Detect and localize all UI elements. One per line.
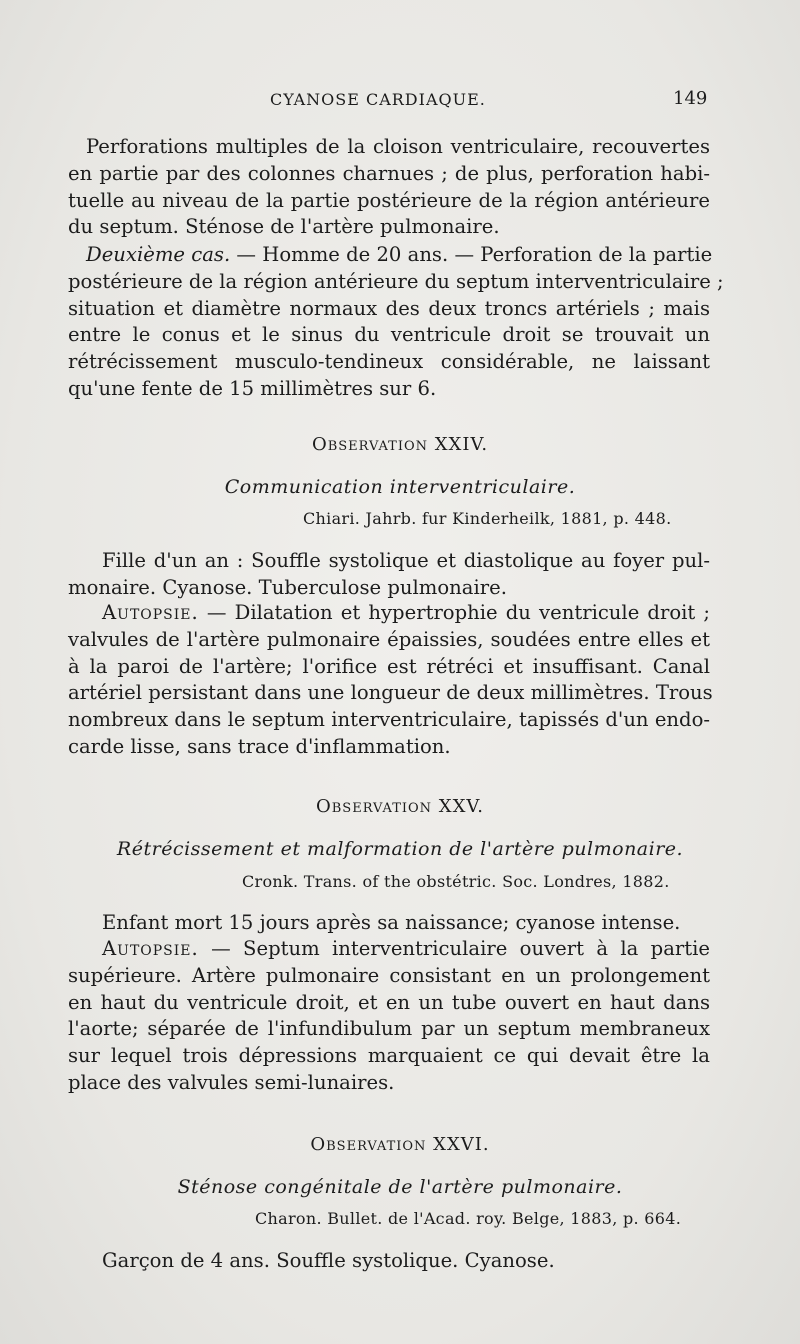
text-line: Garçon de 4 ans. Souffle systolique. Cyanose.: [102, 1249, 555, 1272]
observation-24-autopsie: [68, 600, 713, 761]
text-line: du septum. Sténose de l'artère pulmonaire.: [68, 215, 500, 239]
observation-26-citation: Charon. Bullet. de l'Acad. roy. Belge, 1883, p. 664.: [255, 1209, 682, 1228]
text-line: en haut du ventricule droit, et en un tube ouvert en haut dans: [68, 990, 710, 1014]
text-line: tuelle au niveau de la partie postérieure de la région antérieure: [68, 188, 710, 212]
text-line: supérieure. Artère pulmonaire consistant en un prolongement: [68, 963, 710, 987]
observation-24-heading: Observation XXIV.: [311, 434, 489, 455]
deuxieme-cas-paragraph: [68, 242, 724, 403]
observation-26-heading: Observation XXVI.: [310, 1134, 490, 1155]
observation-25-title: Rétrécissement et malformation de l'artère pulmonaire.: [116, 838, 684, 860]
text-line: entre le conus et le sinus du ventricule droit se trouvait un: [68, 323, 710, 347]
intro-paragraph: [68, 134, 710, 241]
text-fragment: — Septum interventriculaire ouvert à la partie: [198, 937, 710, 960]
page-number: 149: [673, 88, 708, 109]
observation-26-title: Sténose congénitale de l'artère pulmonaire.: [177, 1176, 623, 1198]
text-line: [68, 600, 710, 627]
text-line: nombreux dans le septum interventriculaire, tapissés d'un endo-: [68, 708, 710, 732]
observation-24-title: Communication interventriculaire.: [224, 476, 576, 498]
running-title: CYANOSE CARDIAQUE.: [270, 90, 486, 109]
text-line: situation et diamètre normaux des deux troncs artériels ; mais: [68, 296, 710, 320]
text-line: Enfant mort 15 jours après sa naissance; cyanose intense.: [102, 911, 681, 934]
text-line: [68, 936, 710, 963]
text-line: l'aorte; séparée de l'infundibulum par un septum membraneux: [68, 1017, 710, 1041]
case-label: Deuxième cas.: [86, 243, 231, 266]
observation-26-paragraph: [68, 1248, 710, 1275]
observation-25-citation: Cronk. Trans. of the obstétric. Soc. Londres, 1882.: [242, 872, 670, 891]
text-line: [68, 242, 713, 269]
autopsie-label: Autopsie.: [102, 601, 199, 624]
text-line: monaire. Cyanose. Tuberculose pulmonaire.: [68, 575, 507, 599]
text-line: en partie par des colonnes charnues ; de plus, perforation habi-: [68, 161, 710, 185]
observation-25-paragraph: [68, 910, 710, 937]
text-line: qu'une fente de 15 millimètres sur 6.: [68, 376, 437, 400]
text-fragment: — Homme de 20 ans. — Perforation de la partie: [230, 243, 713, 266]
observation-24-citation: Chiari. Jahrb. fur Kinderheilk, 1881, p. 448.: [303, 509, 672, 528]
text-line: place des valvules semi-lunaires.: [68, 1070, 395, 1094]
text-line: rétrécissement musculo-tendineux considérable, ne laissant: [68, 350, 710, 374]
text-line: Fille d'un an : Souffle systolique et diastolique au foyer pul-: [102, 549, 710, 572]
text-fragment: — Dilatation et hypertrophie du ventricule droit ;: [198, 601, 710, 624]
text-line: artériel persistant dans une longueur de deux millimètres. Trous: [68, 681, 713, 705]
text-line: sur lequel trois dépressions marquaient ce qui devait être la: [68, 1044, 710, 1068]
observation-25-autopsie: [68, 936, 710, 1097]
text-line: postérieure de la région antérieure du septum interventriculaire ;: [68, 269, 724, 293]
observation-24-paragraph: [68, 548, 710, 602]
observation-25-heading: Observation XXV.: [316, 796, 484, 817]
text-line: à la paroi de l'artère; l'orifice est rétréci et insuffisant. Canal: [68, 654, 710, 678]
text-line: carde lisse, sans trace d'inflammation.: [68, 734, 451, 758]
text-line: Perforations multiples de la cloison ventriculaire, recouvertes: [86, 135, 710, 158]
autopsie-label: Autopsie.: [102, 937, 199, 960]
text-line: valvules de l'artère pulmonaire épaissies, soudées entre elles et: [68, 627, 710, 651]
